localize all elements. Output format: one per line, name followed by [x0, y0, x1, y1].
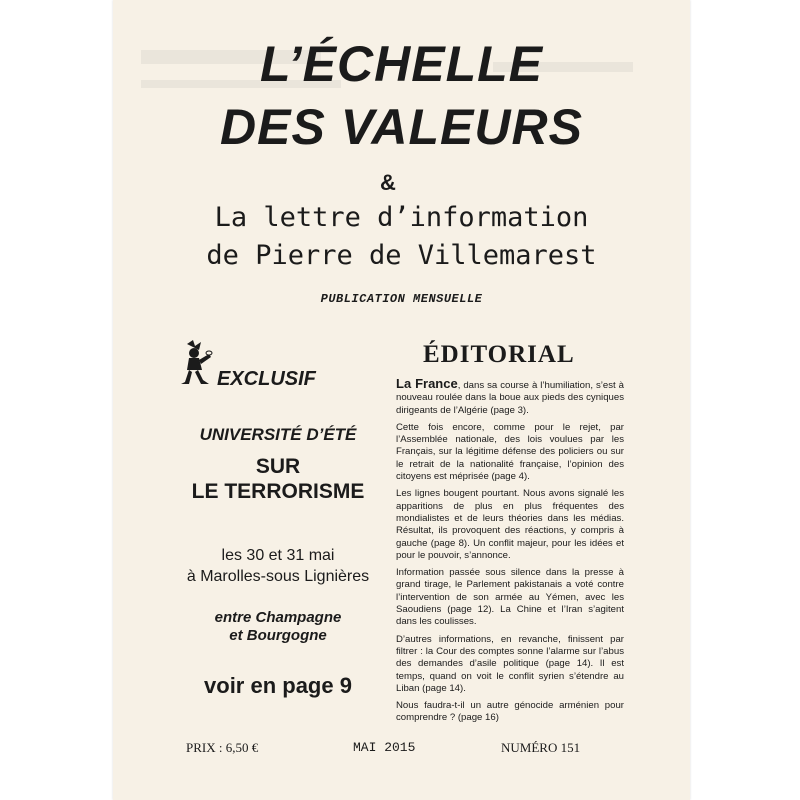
feature-region-line1: entre Champagne: [214, 609, 342, 626]
editorial-paragraph: [396, 422, 624, 483]
editorial-heading: ÉDITORIAL: [423, 341, 575, 368]
masthead-title-line2: DES VALEURS: [220, 99, 583, 155]
feature-region-line2: et Bourgogne: [229, 627, 327, 644]
masthead-subtitle-line1: La lettre d’information: [214, 202, 589, 233]
exclusive-label: EXCLUSIF: [217, 368, 316, 390]
editorial-paragraph: [396, 634, 624, 695]
feature-heading-line1: UNIVERSITÉ D’ÉTÉ: [199, 425, 357, 444]
masthead-title-line1: L’ÉCHELLE: [259, 36, 544, 92]
issue-number: NUMÉRO 151: [501, 740, 581, 755]
editorial-paragraph: [396, 378, 624, 417]
feature-heading-line2: SUR: [255, 455, 301, 478]
paragraph-lead: La France: [396, 376, 458, 391]
editorial-paragraph: [396, 488, 624, 562]
feature-dates-line2: à Marolles-sous Lignières: [186, 568, 370, 585]
see-page-reference: voir en page 9: [204, 673, 352, 698]
editorial-body: [396, 378, 624, 730]
publication-frequency: PUBLICATION MENSUELLE: [320, 292, 483, 306]
paragraph-text: Nous faudra-t-il un autre génocide arménien pour comprendre ? (page 16): [396, 700, 624, 724]
issue-date: MAI 2015: [353, 740, 416, 755]
newsletter-page: [113, 0, 690, 800]
paragraph-text: D’autres informations, en revanche, finissent par filtrer : la Cour des comptes sonne l’alarme sur l’abus des demandes d’asile politique (page 14). Il est temps, quand on voit le conflit syrien s’étendre au Liban (page 14).: [396, 633, 624, 694]
paragraph-text: , dans sa course à l’humiliation, s’est à nouveau roulée dans la boue aux pieds des cyniques dirigeants de l’Algérie (page 3).: [396, 380, 624, 416]
jester-mascot-icon: [179, 338, 213, 386]
feature-dates-line1: les 30 et 31 mai: [221, 547, 335, 564]
editorial-paragraph: [396, 567, 624, 628]
masthead-subtitle-line2: de Pierre de Villemarest: [206, 240, 597, 271]
price-label: PRIX : 6,50 €: [186, 740, 259, 755]
paragraph-text: Cette fois encore, comme pour le rejet, par l’Assemblée nationale, des lois voulues par les Français, sur la légitime défense des policiers ou sur le retrait de la nationalité française, l’opinion des citoyens est méprisée (page 4).: [396, 421, 624, 483]
paragraph-text: Information passée sous silence dans la presse à grand tirage, le Parlement pakistanais a voté contre l’intervention de son armée au Yémen, avec les Saoudiens (page 12). La Chine et l’Iran s’agitent dans les coulisses.: [396, 567, 624, 628]
feature-heading-line3: LE TERRORISME: [191, 480, 365, 503]
paragraph-text: Les lignes bougent pourtant. Nous avons signalé les apparitions de plus en plus fréquentes des mondialistes et de leurs théories dans les médias. Résultat, ils provoquent des réactions, y compris à gauche (page 8). Un conflit majeur, pour les idées et pour le pouvoir, s’annonce.: [396, 488, 624, 561]
masthead-ampersand: &: [380, 170, 396, 195]
editorial-paragraph: [396, 700, 624, 725]
